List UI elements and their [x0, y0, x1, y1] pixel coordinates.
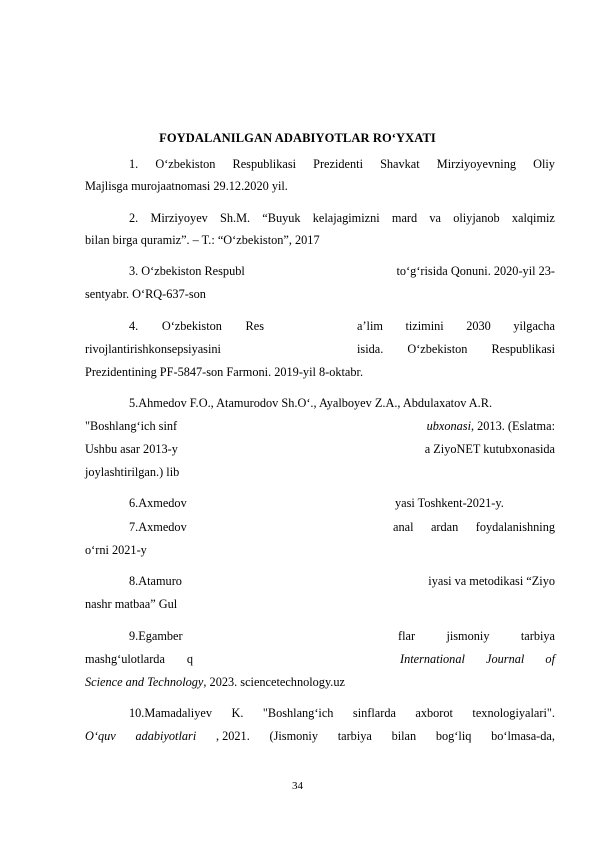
- ref-5-line-1: 5.Ahmedov F.O., Atamurodov Sh.O‘., Ayalboyev Z.A., Abdulaxatov A.R.: [129, 396, 493, 410]
- ref-10-line-2: O‘quv adabiyotlari , 2021. (Jismoniy tarbiya bilan bog‘liq bo‘lmasa-da,: [85, 729, 555, 743]
- ref-9-line-3: Science and Technology, 2023. sciencetechnology.uz: [85, 675, 345, 689]
- ref-4-line-3: Prezidentining PF-5847-son Farmoni. 2019-yil 8-oktabr.: [85, 365, 364, 379]
- ref-8-line-1-right: iyasi va metodikasi “Ziyo: [428, 574, 555, 588]
- ref-2-line-1: 2. Mirziyoyev Sh.M. “Buyuk kelajagimizni mard va oliyjanob xalqimiz: [129, 211, 555, 225]
- ref-7-line-1-right: anal ardan foydalanishning: [393, 520, 555, 534]
- ref-7-line-1-left: 7.Axmedov: [129, 520, 187, 534]
- ref-8-line-2: nashr matbaa” Gul: [85, 597, 178, 611]
- ref-9-line-1-right: flar jismoniy tarbiya: [398, 629, 555, 643]
- ref-9-line-2-left: mashg‘ulotlarda q: [85, 652, 193, 666]
- ref-6-line-1-right: yasi Toshkent-2021-y.: [395, 496, 504, 510]
- ref-4-line-2-left: rivojlantirish konsepsiyasini: [85, 342, 221, 356]
- ref-6-line-1-left: 6.Axmedov: [129, 496, 187, 510]
- ref-3-line-1-left: 3. O‘zbekiston Respubl: [129, 264, 245, 278]
- page-number: 34: [292, 780, 303, 792]
- ref-1-line-2: Majlisga murojaatnomasi 29.12.2020 yil.: [85, 179, 288, 193]
- bibliography-title: FOYDALANILGAN ADABIYOTLAR RO‘YXATI: [159, 131, 436, 145]
- ref-3-line-2: sentyabr. O‘RQ-637-son: [85, 287, 206, 301]
- ref-5-line-4: joylashtirilgan.) lib: [85, 465, 180, 479]
- ref-1-line-1: 1. O‘zbekiston Respublikasi Prezidenti Shavkat Mirziyoyevning Oliy: [129, 157, 555, 171]
- ref-4-line-1-left: 4. O‘zbekiston Res: [129, 319, 264, 333]
- ref-8-line-1-left: 8.Atamuro: [129, 574, 182, 588]
- ref-7-line-2: o‘rni 2021-y: [85, 543, 147, 557]
- ref-9-line-1-left: 9.Egamber: [129, 629, 183, 643]
- ref-10-line-1: 10.Mamadaliyev K. "Boshlang‘ich sinflarda axborot texnologiyalari".: [129, 706, 555, 720]
- ref-5-line-2-left: "Boshlang‘ich sinf: [85, 419, 178, 433]
- ref-2-line-2: bilan birga quramiz”. – T.: “O‘zbekiston”, 2017: [85, 233, 320, 247]
- ref-9-line-2-right: International Journal of: [400, 652, 555, 666]
- ref-5-line-2-right: ubxonasi, 2013. (Eslatma:: [426, 419, 555, 433]
- ref-5-line-3-left: Ushbu asar 2013-y: [85, 442, 178, 456]
- ref-4-line-2-right: isida. O‘zbekiston Respublikasi: [357, 342, 555, 356]
- ref-3-line-1-right: to‘g‘risida Qonuni. 2020-yil 23-: [396, 264, 555, 278]
- ref-5-line-3-right: a ZiyoNET kutubxonasida: [424, 442, 555, 456]
- ref-4-line-1-right: a’lim tizimini 2030 yilgacha: [357, 319, 555, 333]
